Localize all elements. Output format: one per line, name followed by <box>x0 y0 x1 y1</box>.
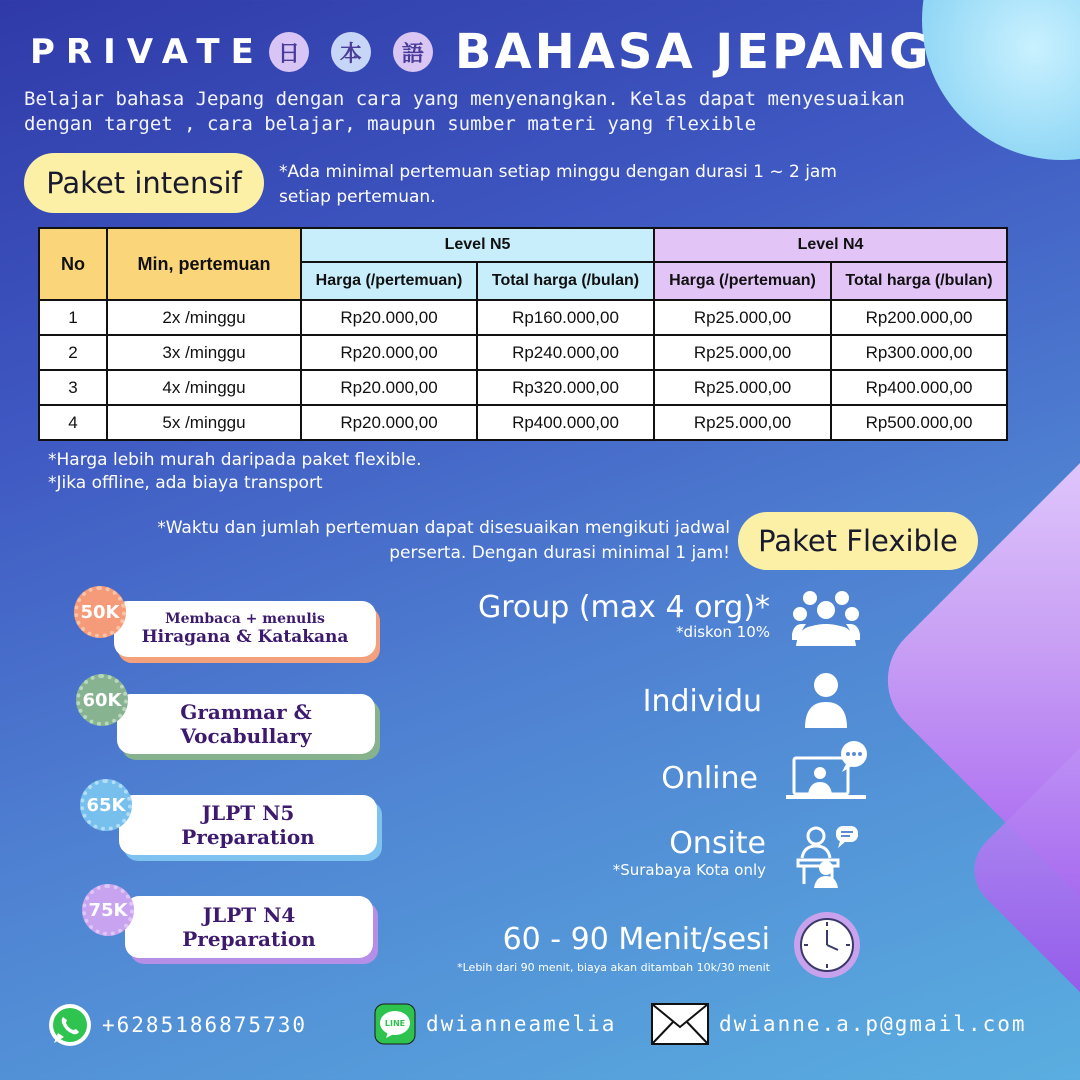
n4-harga-header: Harga (/pertemuan) <box>654 262 831 300</box>
cell-n5-harga: Rp20.000,00 <box>301 370 477 405</box>
email-address: dwianne.a.p@gmail.com <box>719 1012 1027 1036</box>
cell-no: 4 <box>39 405 107 440</box>
kanji-badge-2: 本 <box>331 32 371 72</box>
cell-n4-harga: Rp25.000,00 <box>654 300 831 335</box>
whatsapp-icon <box>48 1003 92 1047</box>
course-line2: Vocabullary <box>180 724 312 748</box>
contact-email[interactable] <box>651 1003 1027 1045</box>
option-group <box>478 590 770 641</box>
line-icon-text: LINE <box>384 1019 406 1028</box>
option-onsite-sub: *Surabaya Kota only <box>612 861 766 879</box>
intensif-note: *Ada minimal pertemuan setiap minggu dengan durasi 1 ~ 2 jam setiap pertemuan. <box>279 162 837 207</box>
decorative-circle <box>922 0 1080 160</box>
page-title: BAHASA JEPANG <box>454 24 932 80</box>
paket-flexible-pill: Paket Flexible <box>738 512 978 570</box>
level-n5-header: Level N5 <box>301 228 654 262</box>
cell-min: 4x /minggu <box>107 370 301 405</box>
option-individu-label: Individu <box>642 684 762 719</box>
option-individu <box>643 684 762 719</box>
level-n4-header: Level N4 <box>654 228 1007 262</box>
cell-min: 3x /minggu <box>107 335 301 370</box>
cell-n5-harga: Rp20.000,00 <box>301 335 477 370</box>
table-row <box>39 405 1007 440</box>
n4-total-header: Total harga (/bulan) <box>831 262 1007 300</box>
option-online <box>661 761 758 796</box>
table-row <box>39 370 1007 405</box>
line-id: dwianneamelia <box>426 1012 617 1036</box>
cell-n5-total: Rp320.000,00 <box>477 370 654 405</box>
n5-total-header: Total harga (/bulan) <box>477 262 654 300</box>
cell-n4-harga: Rp25.000,00 <box>654 335 831 370</box>
contact-line[interactable] <box>374 1003 616 1045</box>
envelope-icon <box>651 1003 709 1045</box>
option-duration-sub: *Lebih dari 90 menit, biaya akan ditambah 10k/30 menit <box>457 961 770 974</box>
group-icon <box>792 588 860 648</box>
cell-n5-total: Rp400.000,00 <box>477 405 654 440</box>
cell-n5-harga: Rp20.000,00 <box>301 300 477 335</box>
option-duration-note <box>457 961 770 974</box>
flexible-note: *Waktu dan jumlah pertemuan dapat disesuaikan mengikuti jadwal perserta. Dengan durasi minimal 1 jam! <box>157 518 730 563</box>
option-online-label: Online <box>661 761 758 796</box>
paket-intensif-pill: Paket intensif <box>24 153 264 213</box>
cell-n4-harga: Rp25.000,00 <box>654 405 831 440</box>
cell-min: 2x /minggu <box>107 300 301 335</box>
cell-n4-harga: Rp25.000,00 <box>654 370 831 405</box>
onsite-class-icon <box>794 824 860 888</box>
option-onsite <box>613 826 766 879</box>
person-icon <box>803 672 849 728</box>
cell-no: 3 <box>39 370 107 405</box>
clock-icon <box>792 910 862 980</box>
cell-n5-total: Rp160.000,00 <box>477 300 654 335</box>
table-row <box>39 335 1007 370</box>
contact-whatsapp[interactable] <box>48 1003 307 1047</box>
whatsapp-number: +6285186875730 <box>102 1013 308 1037</box>
cell-no: 1 <box>39 300 107 335</box>
footnote-transport: *Jika offline, ada biaya transport <box>48 473 323 493</box>
line-app-icon <box>374 1003 416 1045</box>
cell-n5-total: Rp240.000,00 <box>477 335 654 370</box>
course-line1: Membaca + menulis <box>165 611 325 627</box>
footnote-cheaper: *Harga lebih murah daripada paket flexible. <box>48 450 422 470</box>
title-row <box>30 22 931 82</box>
price-badge-50k: 50K <box>74 586 126 638</box>
course-line1: JLPT N4 <box>202 903 296 927</box>
kanji-badge-1: 日 <box>269 32 309 72</box>
cell-no: 2 <box>39 335 107 370</box>
option-duration-label: 60 - 90 Menit/sesi <box>502 922 770 957</box>
course-line1: Grammar & <box>180 700 312 724</box>
n5-harga-header: Harga (/pertemuan) <box>301 262 477 300</box>
title-private: PRIVATE <box>30 32 265 72</box>
table-row <box>39 300 1007 335</box>
table-footnotes <box>48 449 422 495</box>
online-class-icon <box>784 740 868 802</box>
intro-text: Belajar bahasa Jepang dengan cara yang menyenangkan. Kelas dapat menyesuaikan dengan target , cara belajar, maupun sumber materi yang flexible <box>24 88 905 135</box>
option-group-sub: *diskon 10% <box>676 623 770 641</box>
cell-n5-harga: Rp20.000,00 <box>301 405 477 440</box>
course-line2: Hiragana & Katakana <box>141 627 349 647</box>
option-onsite-label: Onsite <box>669 826 766 861</box>
course-line1: JLPT N5 <box>201 801 295 825</box>
option-group-label: Group (max 4 org)* <box>477 590 770 625</box>
course-line2: Preparation <box>182 927 316 951</box>
kanji-badge-3: 語 <box>393 32 433 72</box>
course-line2: Preparation <box>181 825 315 849</box>
cell-n4-total: Rp300.000,00 <box>831 335 1007 370</box>
option-duration <box>503 922 770 957</box>
price-badge-65k: 65K <box>80 779 132 831</box>
price-badge-60k: 60K <box>76 674 128 726</box>
cell-n4-total: Rp400.000,00 <box>831 370 1007 405</box>
cell-n4-total: Rp200.000,00 <box>831 300 1007 335</box>
cell-min: 5x /minggu <box>107 405 301 440</box>
price-badge-75k: 75K <box>82 884 134 936</box>
price-table <box>38 227 1008 441</box>
col-min-pertemuan: Min, pertemuan <box>107 228 301 300</box>
cell-n4-total: Rp500.000,00 <box>831 405 1007 440</box>
col-no: No <box>39 228 107 300</box>
